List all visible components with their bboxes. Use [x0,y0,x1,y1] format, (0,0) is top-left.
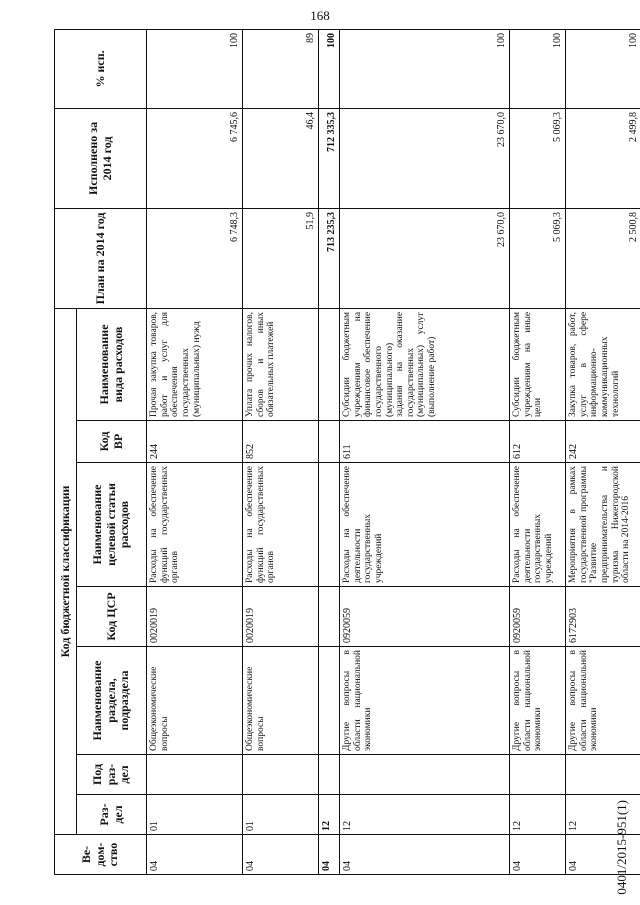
cell-plan: 5 069,3 [510,208,566,308]
cell-ved: 04 [340,835,510,875]
header-budget-classification: Код бюджетной классификации [55,308,77,834]
cell-csr: 0920059 [510,587,566,647]
cell-csr-name [319,463,340,587]
cell-razdel: 01 [243,795,319,835]
cell-ved: 04 [147,835,243,875]
cell-fact: 5 069,3 [510,108,566,208]
budget-table-container [54,30,639,875]
cell-csr [319,587,340,647]
cell-ved: 04 [243,835,319,875]
cell-vr: 852 [243,421,319,463]
cell-ved: 04 [319,835,340,875]
header-csr: Код ЦСР [77,587,147,647]
cell-razdel-name: Другие вопросы в области национальной экономики [340,647,510,755]
table-row [510,29,566,874]
table-row-total [319,29,340,874]
cell-razdel: 12 [510,795,566,835]
header-vr: Код ВР [77,421,147,463]
cell-percent: 89 [243,29,319,108]
cell-csr: 6172903 [566,587,640,647]
cell-percent: 100 [566,29,640,108]
cell-podrazdel [147,755,243,795]
cell-fact: 712 335,3 [319,108,340,208]
header-fact: Исполнено за 2014 год [55,108,147,208]
header-podrazdel: Под раз-дел [77,755,147,795]
header-vedomstvo: Ве-дом-ство [55,835,147,875]
cell-plan: 23 670,0 [340,208,510,308]
cell-podrazdel [340,755,510,795]
cell-csr: 0020019 [243,587,319,647]
cell-podrazdel [243,755,319,795]
cell-vr-name: Субсидии бюджетным учреждениям на иные цели [510,308,566,420]
cell-csr-name: Расходы на обеспечение функций государственных органов [243,463,319,587]
cell-percent: 100 [510,29,566,108]
cell-razdel: 12 [566,795,640,835]
cell-razdel: 12 [340,795,510,835]
cell-plan: 713 235,3 [319,208,340,308]
header-razdel-name: Наименование раздела, подраздела [77,647,147,755]
table-row [566,29,640,874]
cell-razdel-name: Общеэкономические вопросы [243,647,319,755]
header-plan: План на 2014 год [55,208,147,308]
cell-razdel-name: Общеэкономические вопросы [147,647,243,755]
cell-plan: 51,9 [243,208,319,308]
cell-vr: 612 [510,421,566,463]
page-number: 168 [310,8,330,23]
cell-fact: 2 499,8 [566,108,640,208]
cell-vr: 244 [147,421,243,463]
document-code: 0401/2015-951(1) [614,800,629,895]
cell-razdel-name: Другие вопросы в области национальной экономики [566,647,640,755]
cell-ved: 04 [566,835,640,875]
cell-csr: 0020019 [147,587,243,647]
cell-podrazdel [319,755,340,795]
table-row [243,29,319,874]
cell-vr-name: Субсидии бюджетным учреждениям на финансовое обеспечение государственного (муниципального) задания на оказание государственных (муниципальных) услуг (выполнение работ) [340,308,510,420]
cell-percent: 100 [147,29,243,108]
cell-vr: 611 [340,421,510,463]
cell-vr: 242 [566,421,640,463]
cell-razdel: 01 [147,795,243,835]
cell-razdel: 12 [319,795,340,835]
cell-podrazdel [566,755,640,795]
table-row [147,29,243,874]
cell-vr-name: Прочая закупка товаров, работ и услуг для обеспечения государственных (муниципальных) нужд [147,308,243,420]
cell-csr-name: Мероприятия в рамках государственной программы "Развитие предпринимательства и туризма Нижегородской области на 2014-2016 [566,463,640,587]
cell-fact: 23 670,0 [340,108,510,208]
cell-fact: 46,4 [243,108,319,208]
cell-vr-name [319,308,340,420]
cell-csr-name: Расходы на обеспечение функций государственных органов [147,463,243,587]
cell-vr [319,421,340,463]
budget-table [54,29,640,875]
cell-vr-name: Уплата прочих налогов, сборов и иных обязательных платежей [243,308,319,420]
cell-ved: 04 [510,835,566,875]
cell-csr: 0920059 [340,587,510,647]
cell-plan: 2 500,8 [566,208,640,308]
header-vr-name: Наименование вида расходов [77,308,147,420]
cell-fact: 6 745,6 [147,108,243,208]
cell-podrazdel [510,755,566,795]
header-csr-name: Наименование целевой статьи расходов [77,463,147,587]
header-percent: % исп. [55,29,147,108]
cell-percent: 100 [340,29,510,108]
cell-plan: 6 748,3 [147,208,243,308]
table-row [340,29,510,874]
cell-percent: 100 [319,29,340,108]
cell-razdel-name: Другие вопросы в области национальной экономики [510,647,566,755]
cell-vr-name: Закупка товаров, работ, услуг в сфере информационно-коммуникационных технологий [566,308,640,420]
header-razdel: Раз-дел [77,795,147,835]
cell-csr-name: Расходы на обеспечение деятельности государственных учреждений [340,463,510,587]
cell-razdel-name [319,647,340,755]
cell-csr-name: Расходы на обеспечение деятельности государственных учреждений [510,463,566,587]
